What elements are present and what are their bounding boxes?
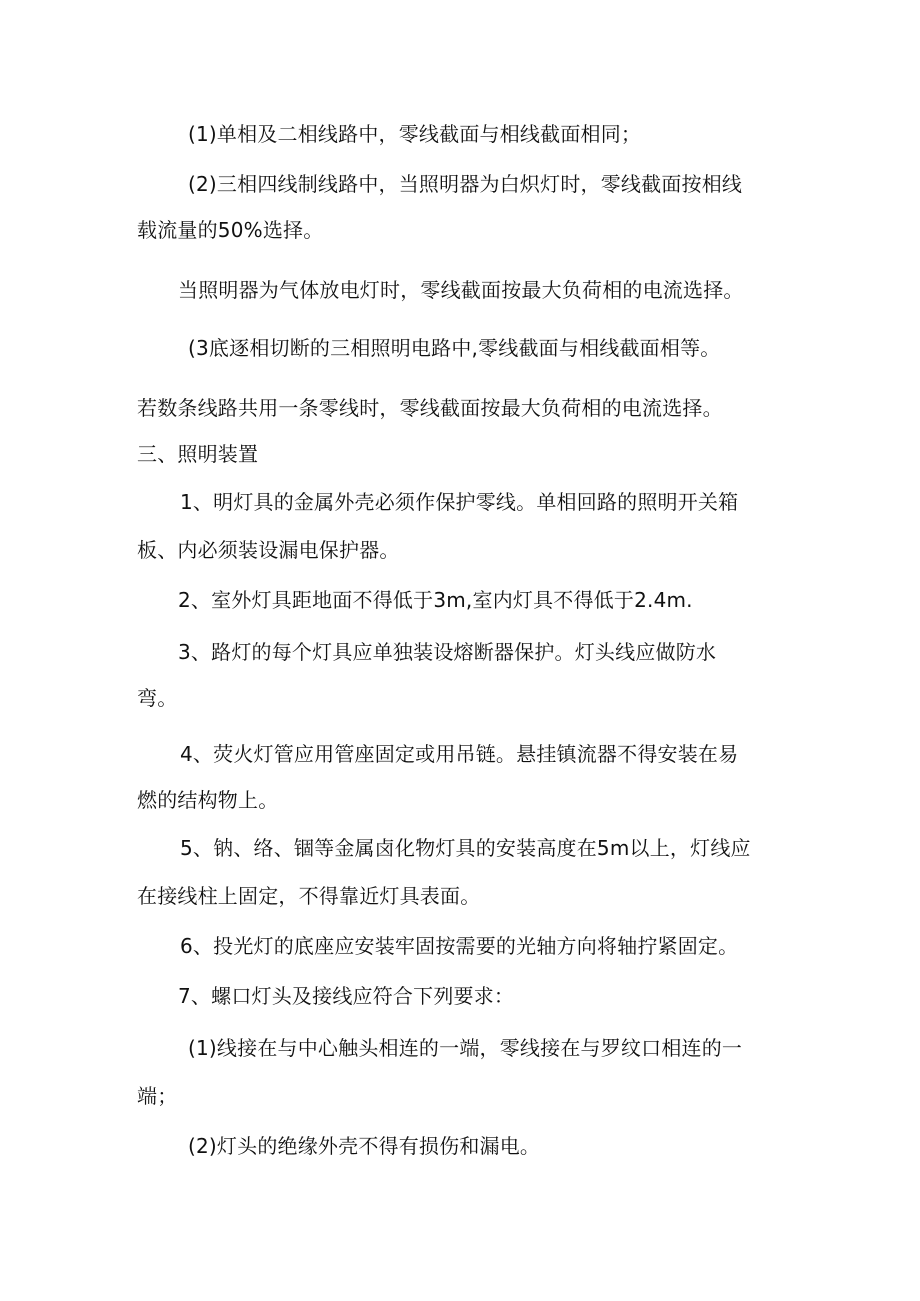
paragraph-line: (3底逐相切断的三相照明电路中,零线截面与相线截面相等。	[188, 336, 721, 360]
paragraph-line: (2)灯头的绝缘外壳不得有损伤和漏电。	[188, 1134, 541, 1158]
paragraph-line: (2)三相四线制线路中，当照明器为白炽灯时，零线截面按相线	[188, 172, 743, 196]
paragraph-line: (1)线接在与中心触头相连的一端，零线接在与罗纹口相连的一	[188, 1036, 743, 1060]
paragraph-line: 5、钠、络、锢等金属卤化物灯具的安装高度在5m以上，灯线应	[180, 836, 751, 860]
paragraph-line: 2、室外灯具距地面不得低于3m,室内灯具不得低于2.4m.	[178, 588, 693, 612]
paragraph-line: 4、荧火灯管应用管座固定或用吊链。悬挂镇流器不得安装在易	[180, 742, 739, 766]
paragraph-line: 6、投光灯的底座应安装牢固按需要的光轴方向将轴拧紧固定。	[180, 934, 739, 958]
paragraph-line: 板、内必须装设漏电保护器。	[137, 538, 400, 562]
paragraph-line: 在接线柱上固定，不得靠近灯具表面。	[137, 884, 481, 908]
section-heading: 三、照明装置	[137, 442, 259, 466]
paragraph-line: 弯。	[137, 686, 178, 710]
paragraph-line: 1、明灯具的金属外壳必须作保护零线。单相回路的照明开关箱	[180, 490, 739, 514]
paragraph-line: 7、螺口灯头及接线应符合下列要求：	[178, 984, 515, 1008]
paragraph-line: 若数条线路共用一条零线时，零线截面按最大负荷相的电流选择。	[137, 396, 723, 420]
paragraph-line: 当照明器为气体放电灯时，零线截面按最大负荷相的电流选择。	[178, 278, 744, 302]
paragraph-line: (1)单相及二相线路中，零线截面与相线截面相同；	[188, 122, 642, 146]
paragraph-line: 载流量的50%选择。	[137, 218, 324, 242]
paragraph-line: 3、路灯的每个灯具应单独装设熔断器保护。灯头线应做防水	[178, 640, 717, 664]
paragraph-line: 燃的结构物上。	[137, 788, 279, 812]
paragraph-line: 端；	[137, 1084, 178, 1108]
